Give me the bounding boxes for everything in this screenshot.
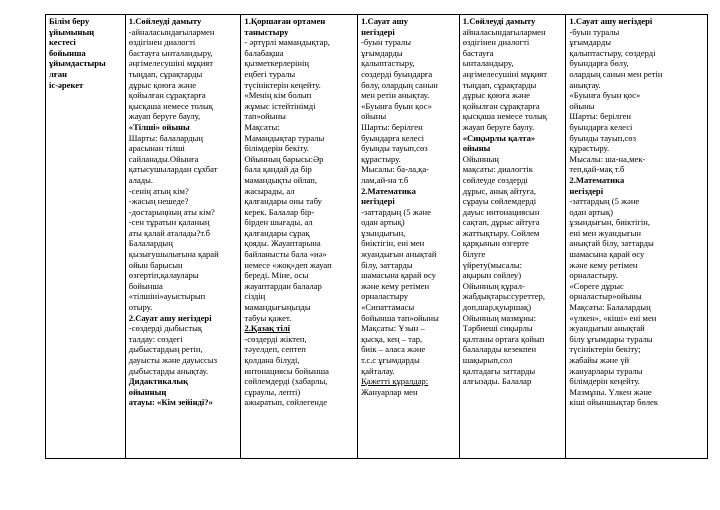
cell-line: арасынан тілші bbox=[128, 143, 185, 154]
cell-line: -айналасындағылармен bbox=[128, 26, 215, 37]
cell-line: ақырын сөйлеу) bbox=[462, 270, 522, 281]
header-line: ұйымының bbox=[49, 26, 95, 37]
cell-line: Мақсаты: Балалардың bbox=[569, 302, 651, 313]
cell-line: орналастыр»ойыны bbox=[569, 291, 642, 302]
cell-line: Ойынның мазмұны: bbox=[462, 312, 537, 323]
cell-line: Тәрбиеші сиқырлы bbox=[462, 323, 533, 334]
cell-line: айналасындағылармен bbox=[462, 26, 546, 37]
cell-line: жуандығын анықтай bbox=[569, 323, 645, 334]
cell-line: еңбегі туралы bbox=[244, 68, 296, 79]
cell-line: дыбыстардың ретін, bbox=[128, 344, 203, 355]
cell-line: сақтап, дұрыс айтуға bbox=[462, 217, 540, 228]
cell-line: Шарты: берілген bbox=[569, 111, 632, 122]
cell-line: Мысалы: ша-на,мек- bbox=[569, 153, 646, 164]
cell-line: тап»ойыны bbox=[244, 111, 286, 122]
cell-line: бастауға bbox=[462, 47, 494, 58]
cell-line: және кему ретімен bbox=[361, 280, 430, 291]
cell-line: ажыратып, сөйлегенде bbox=[244, 397, 328, 408]
header-line: Білім беру bbox=[49, 16, 90, 26]
cell-line: қалғандары оны табу bbox=[244, 196, 322, 207]
cell-line: негіздері bbox=[361, 26, 395, 37]
cell-line: шамасына қарай өсу bbox=[361, 270, 436, 281]
cell-line: 2.Сауат ашу негіздері bbox=[128, 312, 212, 323]
cell-line: 2.Қазақ тілі bbox=[244, 323, 291, 334]
cell-line: қалыптастыру, bbox=[361, 58, 415, 69]
day-cell-2 bbox=[241, 15, 358, 458]
header-cell bbox=[46, 15, 126, 458]
cell-line: дыбыстарды анықтау. bbox=[128, 365, 209, 376]
cell-line: 1.Сауат ашу негіздері bbox=[569, 16, 653, 26]
cell-line: интонациясы бойынша bbox=[244, 365, 329, 376]
cell-line: қысқаша немесе толық bbox=[462, 111, 547, 122]
cell-line: балабақша bbox=[244, 47, 284, 58]
cell-line: және кему ретімен bbox=[569, 259, 638, 270]
cell-line: «Буынға буын қос» bbox=[361, 100, 432, 111]
day-cell-4 bbox=[460, 15, 567, 458]
cell-line: ынталандыру, bbox=[462, 58, 514, 69]
cell-line: Мақсаты: bbox=[244, 121, 280, 132]
cell-line: қойылған сұрақтарға bbox=[128, 90, 206, 101]
cell-line: «Буынға буын қос» bbox=[569, 90, 641, 101]
cell-line: немесе «жоқ»деп жауап bbox=[244, 259, 332, 270]
cell-line: жұмыс істейтінімді bbox=[244, 100, 316, 111]
cell-line: қояды. Жауаптарына bbox=[244, 238, 321, 249]
cell-line: Ойынның барысы:Әр bbox=[244, 153, 324, 164]
cell-line: шамасына қарай өсу bbox=[569, 249, 645, 260]
cell-line: сайланады.Ойынға bbox=[128, 153, 199, 164]
cell-line: 1.Сауат ашу bbox=[361, 16, 409, 26]
cell-line: дұрыс, анық айтуға, bbox=[462, 185, 536, 196]
cell-line: түсініктерін бекіту; bbox=[569, 344, 641, 355]
cell-line: ойыны bbox=[361, 111, 387, 122]
cell-line: тыңдап, сұрақтарды bbox=[462, 79, 537, 90]
cell-line: мақсаты: диалогтік bbox=[462, 164, 533, 175]
cell-line: жабдықтары:суреттер, bbox=[462, 291, 545, 302]
cell-line: -жасың нешеде? bbox=[128, 196, 189, 207]
day-cell-5 bbox=[566, 15, 707, 458]
header-line: лған bbox=[49, 68, 67, 79]
cell-line: Дидактикалық bbox=[128, 376, 189, 387]
cell-line: ойыны bbox=[462, 143, 491, 154]
cell-line: биік – аласа және bbox=[361, 344, 426, 355]
cell-line: өздігінен диалогтi bbox=[128, 37, 196, 48]
cell-line: 2.Математика bbox=[569, 174, 625, 185]
cell-line: «Сиқырлы қалта» bbox=[462, 132, 536, 143]
cell-line: ұғымдарды bbox=[361, 47, 403, 58]
header-line: іс-әрекет bbox=[49, 79, 84, 90]
cell-line: -сөздерді жіктеп, bbox=[244, 333, 307, 344]
cell-line: бөлу, олардың санын bbox=[361, 79, 438, 90]
cell-line: жауап беруге баулу. bbox=[462, 121, 535, 132]
cell-line: буындарға келесі bbox=[361, 132, 425, 143]
cell-line: буындарға бөлу, bbox=[569, 58, 629, 69]
cell-line: буынды тауып,сөз bbox=[569, 132, 636, 143]
cell-line: жануарлары туралы bbox=[569, 365, 643, 376]
cell-line: сөйлеуде сөздерді bbox=[462, 174, 528, 185]
cell-line: анықтау. bbox=[569, 79, 601, 90]
cell-line: қызығушылығына қарай bbox=[128, 249, 219, 260]
cell-line: байланысты бала «иә» bbox=[244, 249, 327, 260]
cell-line: талдау: сөздегі bbox=[128, 333, 183, 344]
cell-line: ойыны bbox=[569, 100, 595, 111]
cell-line: Мамандықтар туралы bbox=[244, 132, 325, 143]
cell-line: дауысты және дауыссыз bbox=[128, 355, 218, 365]
cell-line: құрастыру. bbox=[569, 143, 610, 154]
day-cell-1 bbox=[126, 15, 242, 458]
cell-line: алады. bbox=[128, 174, 154, 185]
cell-line: олардың санын мен ретін bbox=[569, 68, 663, 79]
cell-line: -сөздерді дыбыстық bbox=[128, 323, 203, 334]
cell-line: таныстыру bbox=[244, 26, 289, 37]
cell-line: «үлкен», «кіші» ені мен bbox=[569, 312, 657, 323]
cell-line: құрастыру. bbox=[361, 153, 401, 164]
cell-line: тәуелдеп, септеп bbox=[244, 344, 306, 355]
cell-line: шақырып,сол bbox=[462, 355, 513, 365]
cell-line: жуандығын анықтай bbox=[361, 249, 437, 260]
cell-line: әңгімелесушіні мұқият bbox=[462, 68, 548, 79]
cell-line: білімдерін бекіту. bbox=[244, 143, 309, 154]
cell-line: дұрыс қоюға және bbox=[462, 90, 530, 101]
cell-line: атауы: «Кім зейінді?» bbox=[128, 397, 213, 408]
cell-line: ұғымдарды bbox=[569, 37, 611, 48]
cell-line: қайталау. bbox=[361, 365, 395, 376]
cell-line: -заттардың (5 және bbox=[569, 196, 640, 207]
cell-line: - әртүрлі мамандықтар, bbox=[244, 37, 330, 48]
cell-line: дауыс интонациясын bbox=[462, 206, 540, 217]
cell-line: «тілшіні»ауыстырып bbox=[128, 291, 206, 302]
cell-line: Мазмұны. Үлкен және bbox=[569, 386, 652, 397]
cell-line: білу, заттарды bbox=[361, 259, 413, 270]
cell-line: 2.Математика bbox=[361, 185, 416, 196]
cell-line: буынды тауып,сөз bbox=[361, 143, 428, 154]
cell-line: одан артық) bbox=[569, 206, 613, 217]
schedule-table bbox=[45, 14, 708, 459]
cell-line: отыру. bbox=[128, 302, 153, 313]
cell-line: негіздері bbox=[569, 185, 604, 196]
cell-line: қолдана білуді, bbox=[244, 355, 300, 365]
cell-line: керек. Балалар бір- bbox=[244, 206, 315, 217]
cell-line: қалтадағы заттарды bbox=[462, 365, 536, 376]
cell-line: Қажетті құралдар: bbox=[361, 376, 429, 387]
cell-line: үйрету(мысалы: bbox=[462, 259, 523, 270]
cell-line: -буын туралы bbox=[569, 26, 620, 37]
cell-line: -достарыңның аты кім? bbox=[128, 206, 215, 217]
cell-line: «Сипаттамасы bbox=[361, 302, 415, 313]
cell-line: ойын барысын bbox=[128, 259, 183, 270]
cell-line: жабайы және үй bbox=[569, 355, 630, 365]
cell-line: алғызады. Балалар bbox=[462, 376, 532, 387]
cell-line: дұрыс қоюға және bbox=[128, 79, 197, 90]
cell-line: Шарты: берілген bbox=[361, 121, 423, 132]
cell-line: «Сөреге дұрыс bbox=[569, 280, 624, 291]
cell-line: 1.Сөйлеуді дамыту bbox=[462, 16, 536, 26]
cell-line: бала қандай да бір bbox=[244, 164, 312, 175]
header-line: бойынша bbox=[49, 47, 86, 58]
cell-line: сұраулы, лепті) bbox=[244, 386, 301, 397]
cell-line: қысқа, кең – тар, bbox=[361, 333, 423, 344]
cell-line: Ойынның bbox=[462, 153, 499, 164]
cell-line: бірден шығады, ал bbox=[244, 217, 313, 228]
day-cell-3 bbox=[358, 15, 460, 458]
cell-line: кіші ойыншықтар бөлек bbox=[569, 397, 659, 408]
cell-line: орналастыру bbox=[361, 291, 409, 302]
cell-line: балаларды кезекпен bbox=[462, 344, 537, 355]
cell-line: ұзындығын, bbox=[361, 227, 406, 238]
cell-line: биіктігін, ені мен bbox=[361, 238, 425, 249]
cell-line: білуге bbox=[462, 249, 486, 260]
cell-line: ойынның bbox=[128, 386, 167, 397]
header-line: ұйымдастыры bbox=[49, 58, 106, 69]
cell-line: Шарты: балалардың bbox=[128, 132, 203, 143]
cell-line: қатысушылардан сұхбат bbox=[128, 164, 218, 175]
cell-line: өзгертіп,қалаулары bbox=[128, 270, 199, 281]
cell-line: 1.Қоршаған ортамен bbox=[244, 16, 326, 26]
cell-line: «Тілші» ойыны bbox=[128, 121, 190, 132]
cell-line: «Менің кім болып bbox=[244, 90, 312, 101]
cell-line: Жануарлар мен bbox=[361, 386, 418, 397]
cell-line: -заттардың (5 және bbox=[361, 206, 431, 217]
cell-line: -сенің атың кім? bbox=[128, 185, 189, 196]
cell-line: т.с.с ұғымдарды bbox=[361, 355, 420, 365]
cell-line: мамандықты ойлап, bbox=[244, 174, 318, 185]
cell-line: мен ретін анықтау. bbox=[361, 90, 430, 101]
cell-line: негіздері bbox=[361, 196, 395, 207]
cell-line: Мақсаты: Ұзын – bbox=[361, 323, 425, 334]
cell-line: сөйлемдерді (хабарлы, bbox=[244, 376, 328, 387]
cell-line: Балалардың bbox=[128, 238, 173, 249]
cell-line: мамандығыңызды bbox=[244, 302, 311, 313]
cell-line: Мысалы: ба-ла,қа- bbox=[361, 164, 430, 175]
cell-line: анықтай білу, заттарды bbox=[569, 238, 654, 249]
cell-line: әңгімелесушіні мұқият bbox=[128, 58, 214, 69]
cell-line: қарқынын өзгерте bbox=[462, 238, 529, 249]
cell-line: доп,шар,қуыршақ) bbox=[462, 302, 532, 313]
cell-line: бастауға ынталандыру, bbox=[128, 47, 213, 58]
cell-line: табуы қажет. bbox=[244, 312, 292, 323]
cell-line: ені мен жуандығын bbox=[569, 227, 641, 238]
cell-line: қызметкерлерінің bbox=[244, 58, 309, 69]
header-line: кестесі bbox=[49, 37, 76, 48]
cell-line: жауап беруге баулу, bbox=[128, 111, 201, 122]
cell-line: қалғандары сұрақ bbox=[244, 227, 310, 238]
cell-line: ұзындығын, биіктігін, bbox=[569, 217, 651, 228]
cell-line: сіздің bbox=[244, 291, 266, 302]
cell-line: қалтаны ортаға қойып bbox=[462, 333, 545, 344]
cell-line: сұрауы сөйлемдерді bbox=[462, 196, 537, 207]
cell-line: теп,қай-мақ т.б bbox=[569, 164, 625, 175]
cell-line: білімдерін кеңейту. bbox=[569, 376, 640, 387]
cell-line: өздігінен диалогтi bbox=[462, 37, 530, 48]
cell-line: түсініктерін кеңейту. bbox=[244, 79, 321, 90]
cell-line: бойынша bbox=[128, 280, 163, 291]
cell-line: 1.Сөйлеуді дамыту bbox=[128, 16, 202, 26]
cell-line: буындарға келесі bbox=[569, 121, 633, 132]
cell-line: -буын туралы bbox=[361, 37, 411, 48]
cell-line: лам,ай-на т.б bbox=[361, 174, 409, 185]
cell-line: сөздерді буындарға bbox=[361, 68, 433, 79]
cell-line: Ойынның құрал- bbox=[462, 280, 525, 291]
cell-line: қойылған сұрақтарға bbox=[462, 100, 540, 111]
cell-line: жаттықтыру. Сөйлем bbox=[462, 227, 540, 238]
cell-line: білу ұғымдары туралы bbox=[569, 333, 653, 344]
cell-line: -сен тұратын қаланың bbox=[128, 217, 210, 228]
cell-line: жасырады, ал bbox=[244, 185, 295, 196]
cell-line: береді. Міне, осы bbox=[244, 270, 309, 281]
cell-line: жауаптардан балалар bbox=[244, 280, 322, 291]
cell-line: қысқаша немесе толық bbox=[128, 100, 213, 111]
cell-line: тыңдап, сұрақтарды bbox=[128, 68, 203, 79]
cell-line: қалыптастыру, сөздерді bbox=[569, 47, 656, 58]
cell-line: одан артық) bbox=[361, 217, 405, 228]
cell-line: бойынша тап»ойыны bbox=[361, 312, 439, 323]
cell-line: аты қалай аталады?т.б bbox=[128, 227, 210, 238]
cell-line: орналастыру. bbox=[569, 270, 618, 281]
